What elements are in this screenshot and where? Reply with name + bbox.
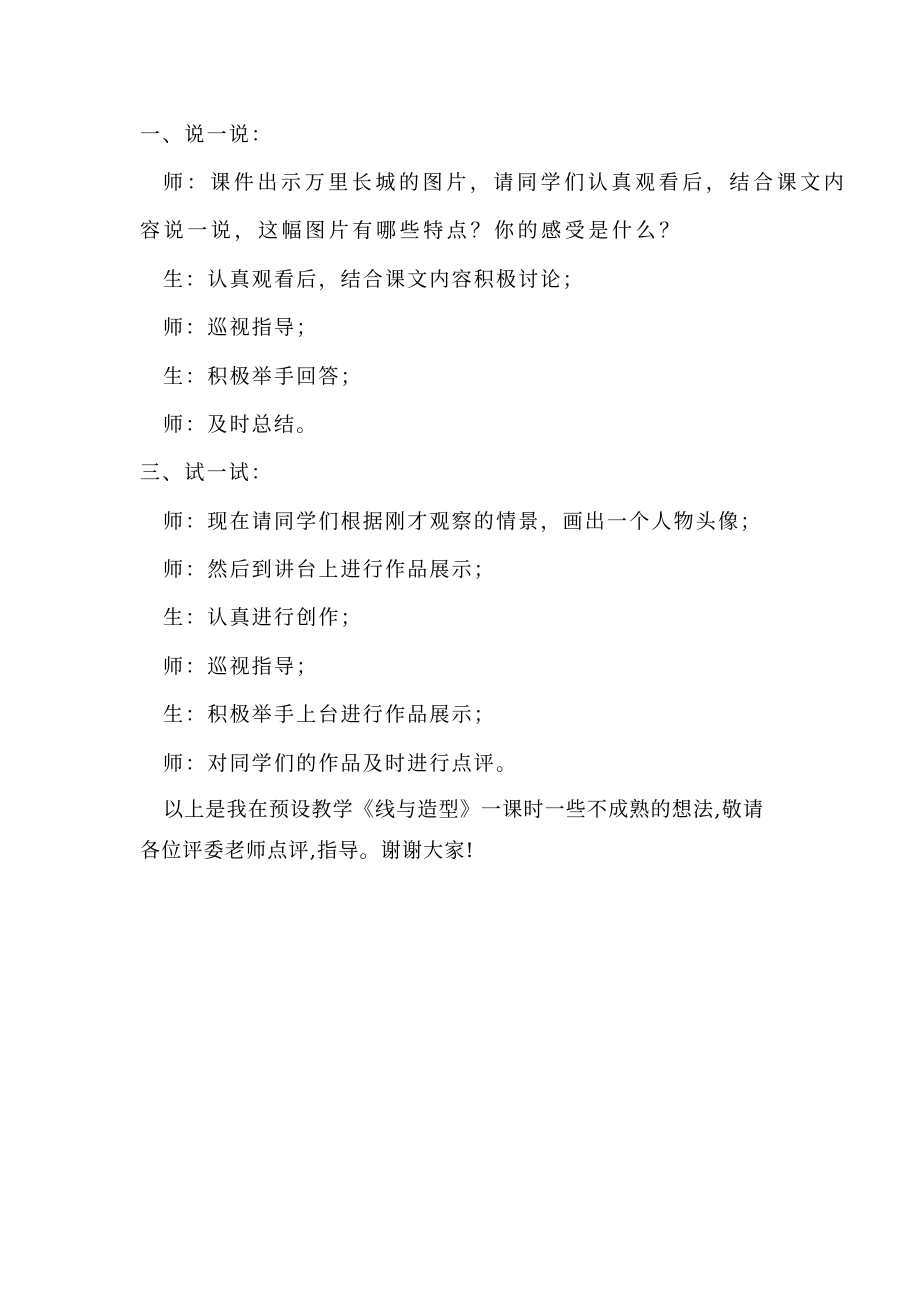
dialogue-line: 师：现在请同学们根据刚才观察的情景，画出一个人物头像； [163,509,763,533]
section-heading-try: 三、试一试： [140,460,274,484]
paragraph-line: 师：课件出示万里长城的图片，请同学们认真观看后，结合课文内 [163,170,848,194]
dialogue-line: 师：及时总结。 [163,412,319,436]
dialogue-line: 师：巡视指导； [163,654,319,678]
dialogue-line: 生：积极举手上台进行作品展示； [163,702,496,726]
dialogue-line: 师：然后到讲台上进行作品展示； [163,557,496,581]
closing-line: 各位评委老师点评,指导。谢谢大家! [140,838,475,862]
section-heading-say: 一、说一说： [140,122,274,146]
dialogue-line: 师：对同学们的作品及时进行点评。 [163,751,519,775]
dialogue-line: 生：认真进行创作； [163,605,363,629]
paragraph-line: 容说一说，这幅图片有哪些特点？你的感受是什么？ [140,218,683,242]
closing-line: 以上是我在预设教学《线与造型》一课时一些不成熟的想法,敬请 [163,797,765,821]
dialogue-line: 生：认真观看后，结合课文内容积极讨论； [163,267,585,291]
dialogue-line: 生：积极举手回答； [163,364,363,388]
dialogue-line: 师：巡视指导； [163,315,319,339]
